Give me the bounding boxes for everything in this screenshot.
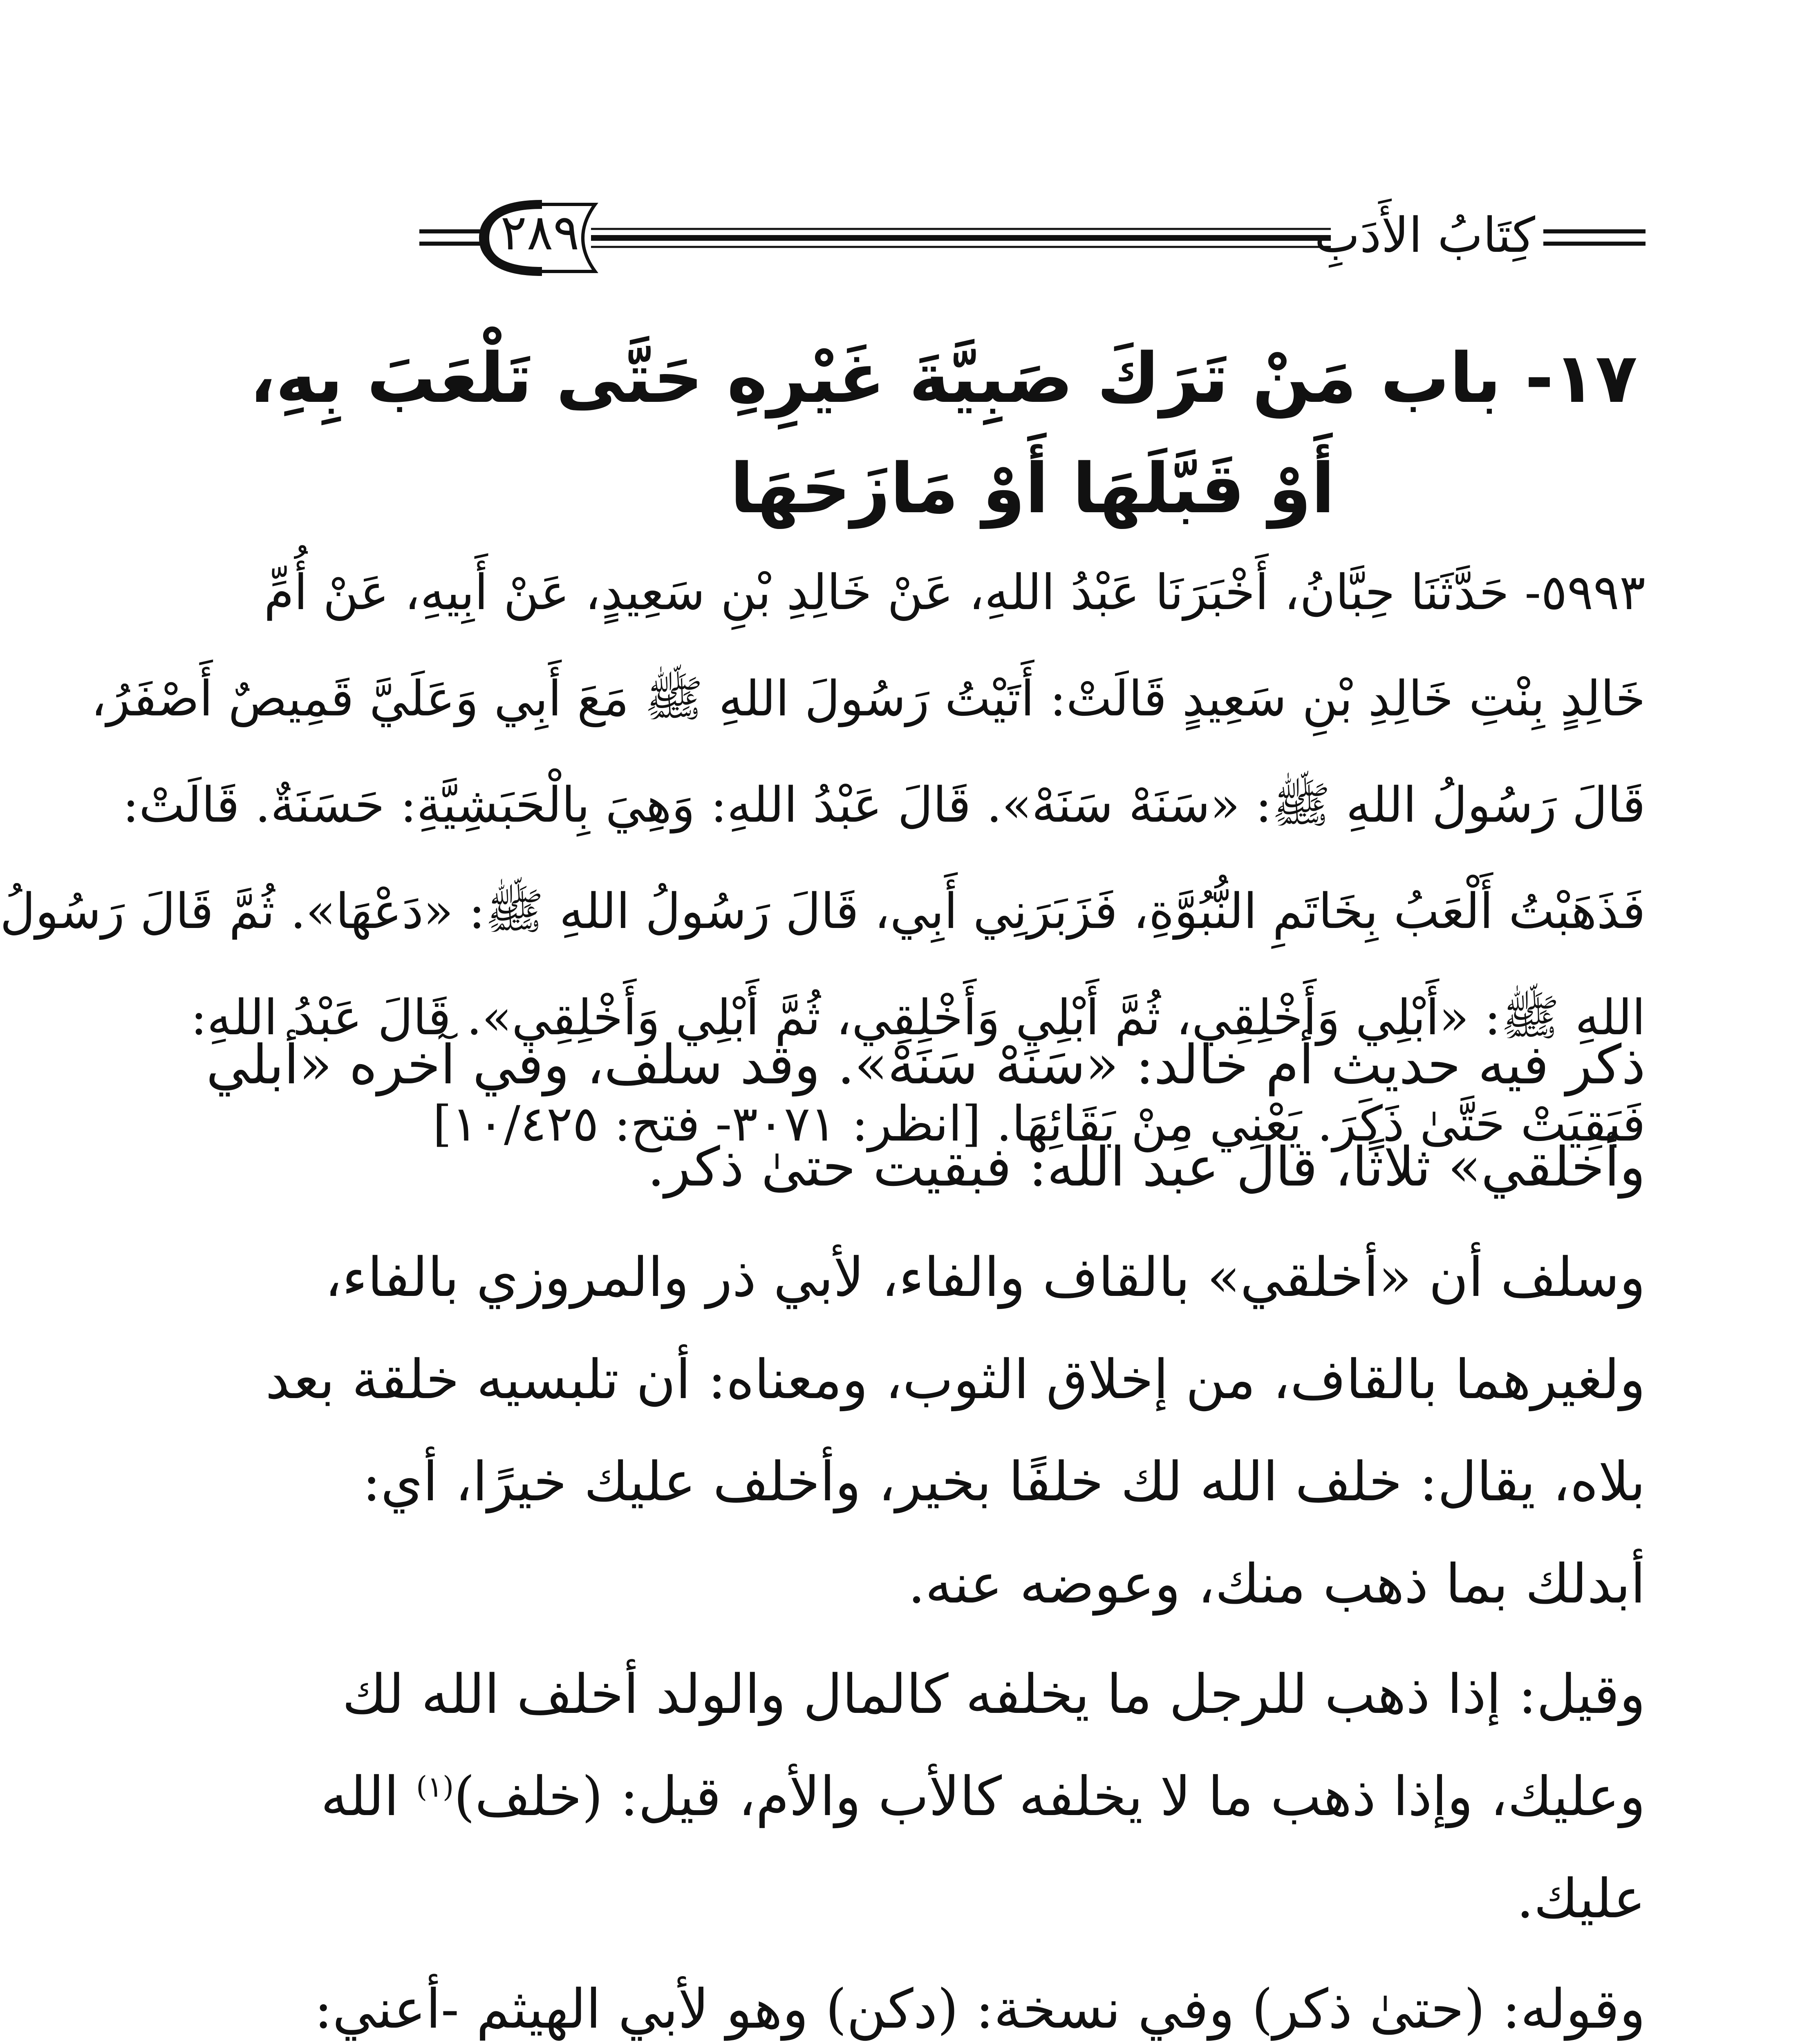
commentary-paragraph — [314, 1958, 1646, 2044]
hadith-line: اللهِ ﷺ: «أَبْلِي وَأَخْلِقِي، ثُمَّ أَبْلِي وَأَخْلِقِي، ثُمَّ أَبْلِي وَأَخْلِقِي». قَالَ عَبْدُ اللهِ: — [190, 990, 1646, 1046]
chapter-heading-line: ١٧- باب مَنْ تَرَكَ صَبِيَّةَ غَيْرِهِ حَتَّى تَلْعَبَ بِهِ، — [249, 338, 1637, 418]
footnote-reference[interactable]: (١) — [416, 1770, 454, 1804]
commentary-paragraph — [320, 1643, 1646, 1950]
commentary-line: بلاه، يقال: خلف الله لك خلفًا بخير، وأخلف عليك خيرًا، أي: — [362, 1450, 1646, 1513]
commentary-line: أبدلك بما ذهب منك، وعوضه عنه. — [908, 1553, 1646, 1616]
hadith-line: فَذَهَبْتُ أَلْعَبُ بِخَاتَمِ النُّبُوَّةِ، فَزَبَرَنِي أَبِي، قَالَ رَسُولُ اللهِ ﷺ: «دَعْهَا». ثُمَّ قَالَ رَسُولُ — [0, 883, 1646, 940]
commentary-line: وقوله: (حتىٰ ذكر) وفي نسخة: (دكن) وهو لأبي الهيثم -أعني: — [314, 1978, 1646, 2041]
commentary-line: وأخلقي» ثلاثًا، قال عبد الله: فبقيت حتىٰ ذكر. — [647, 1136, 1646, 1199]
commentary-line: ذكر فيه حديث أم خالد: «سَنَهْ سَنَهْ». وقد سلف، وفي آخره «أبلي — [206, 1033, 1646, 1096]
commentary-paragraph — [265, 1226, 1646, 1635]
hadith-line: خَالِدٍ بِنْتِ خَالِدِ بْنِ سَعِيدٍ قَالَتْ: أَتَيْتُ رَسُولَ اللهِ ﷺ مَعَ أَبِي وَعَلَيَّ قَمِيصٌ أَصْفَرُ، — [91, 671, 1646, 727]
running-header — [419, 180, 1646, 303]
commentary-text: الله — [320, 1765, 416, 1828]
commentary-line — [320, 1746, 1646, 1848]
hadith-line: ٥٩٩٣- حَدَّثَنَا حِبَّانُ، أَخْبَرَنَا عَبْدُ اللهِ، عَنْ خَالِدِ بْنِ سَعِيدٍ، عَنْ أَبِيهِ، عَنْ أُمِّ — [264, 565, 1646, 621]
hadith-line: قَالَ رَسُولُ اللهِ ﷺ: «سَنَهْ سَنَهْ». قَالَ عَبْدُ اللهِ: وَهِيَ بِالْحَبَشِيَّةِ: حَسَنَةٌ. قَالَتْ: — [122, 777, 1646, 834]
hadith-line: فَبَقِيَتْ حَتَّىٰ ذَكَرَ. يَعْنِي مِنْ بَقَائِهَا. [انظر: ٣٠٧١- فتح: ١٠/٤٢٥] — [432, 1096, 1646, 1152]
book-title: كِتَابُ الأَدَبِ — [1314, 207, 1535, 263]
commentary-line: عليك. — [1516, 1867, 1646, 1930]
commentary-line: ولغيرهما بالقاف، من إخلاق الثوب، ومعناه: أن تلبسيه خلقة بعد — [265, 1348, 1646, 1411]
chapter-heading-line: أَوْ قَبَّلَهَا أَوْ مَازَحَهَا — [730, 448, 1335, 529]
page-number: ٢٨٩ — [500, 204, 580, 261]
commentary-line: وقيل: إذا ذهب للرجل ما يخلفه كالمال والولد أخلف الله لك — [342, 1663, 1646, 1726]
commentary-line: وسلف أن «أخلقي» بالقاف والفاء، لأبي ذر والمروزي بالفاء، — [325, 1246, 1646, 1309]
chapter-heading — [249, 323, 1637, 544]
commentary-text: وعليك، وإذا ذهب ما لا يخلفه كالأب والأم، قيل: (خلف) — [454, 1765, 1646, 1828]
